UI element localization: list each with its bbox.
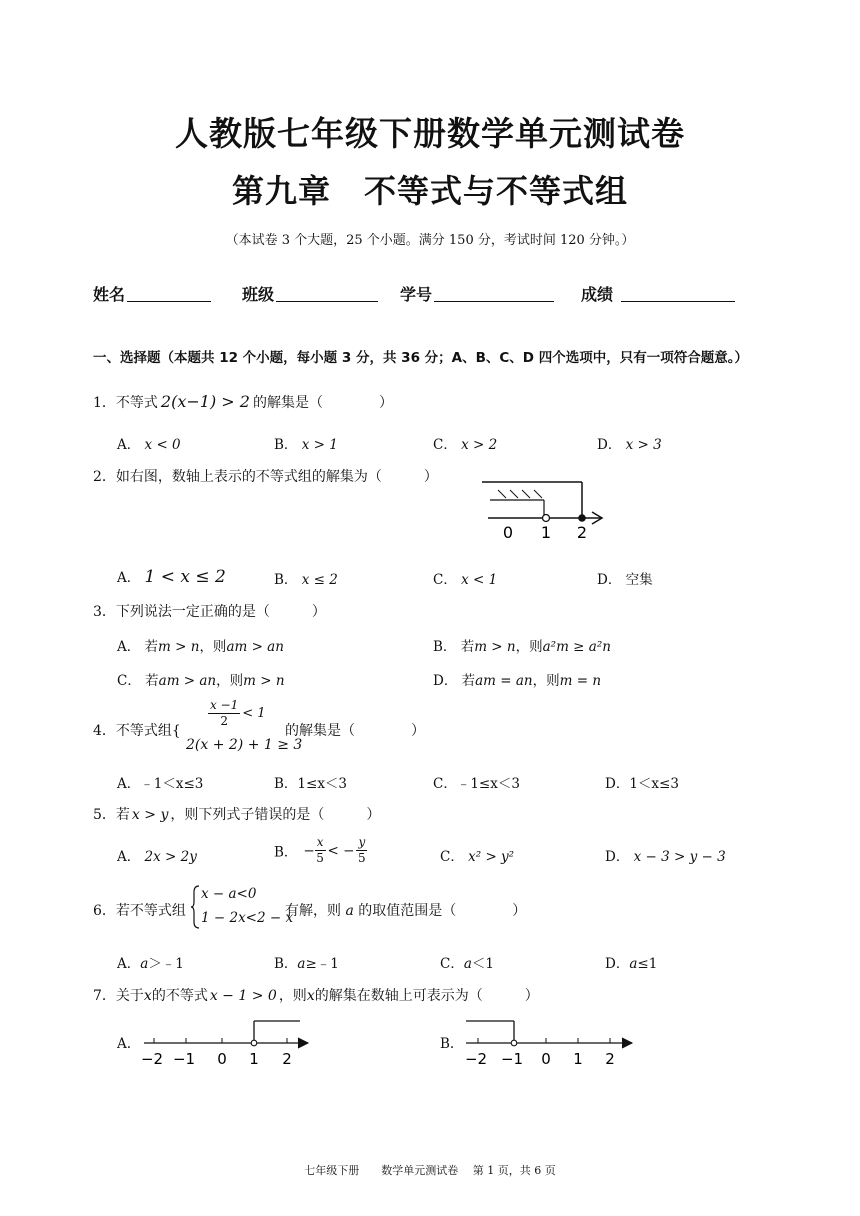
math-expression: x − 1 > 0 xyxy=(209,988,277,1004)
q7-option-b[interactable]: B. xyxy=(440,1036,455,1052)
q4-option-d[interactable]: D．1＜x≤3 xyxy=(605,776,679,792)
axis-label: 1 xyxy=(573,1050,583,1068)
q4-option-c[interactable]: C．﹣1≤x＜3 xyxy=(433,776,520,792)
q5-option-a[interactable]: A． 2x > 2y xyxy=(117,849,197,865)
q3-option-d[interactable]: D． 若am = an，则m = n xyxy=(433,673,602,689)
axis-label: −2 xyxy=(140,1050,164,1068)
closed-point xyxy=(578,514,586,522)
axis-label: 0 xyxy=(541,1050,551,1068)
number-line-figure xyxy=(478,478,608,544)
axis-label: −1 xyxy=(500,1050,524,1068)
q3-option-b[interactable]: B． 若m > n，则a²m ≥ a²n xyxy=(433,639,611,655)
axis-label: −2 xyxy=(464,1050,488,1068)
axis-label: 2 xyxy=(605,1050,615,1068)
question-5: 5．若 x > y ，则下列式子错误的是（ ） xyxy=(93,807,381,823)
section-heading: 一、选择题（本题共 12 个小题，每小题 3 分，共 36 分；A、B、C、D 四个选项中，只有一项符合题意。） xyxy=(93,350,748,366)
question-text: 有解，则 a 的取值范围是（ ） xyxy=(285,903,527,919)
q3-option-a[interactable]: A． 若m > n，则am > an xyxy=(117,639,284,655)
q1-option-d[interactable]: D． x > 3 xyxy=(597,437,662,453)
q4-inequality-1: $\frac{x -1}{2}$ < 1 xyxy=(210,698,266,728)
q4-inequality-2: 2(x + 2) + 1 ≥ 3 xyxy=(186,737,303,753)
question-1 xyxy=(93,392,393,412)
q5-option-b[interactable]: B． − $\frac{x}{5}$ < − $\frac{y}{5}$ xyxy=(274,835,366,865)
math-expression: x > y xyxy=(131,807,169,823)
question-number: 4． xyxy=(93,723,116,739)
q6-option-b[interactable]: B．a≥﹣1 xyxy=(274,956,339,972)
question-text: ，则下列式子错误的是（ ） xyxy=(170,807,381,823)
question-text: 的解集是（ ） xyxy=(252,395,393,411)
q7-option-a[interactable]: A. xyxy=(117,1036,132,1052)
q2-option-d[interactable]: D． 空集 xyxy=(597,572,653,588)
q7-number-line-b xyxy=(460,1016,640,1070)
question-number: 7． xyxy=(93,988,116,1004)
question-number: 1． xyxy=(93,395,116,411)
q4-option-a[interactable]: A．﹣1＜x≤3 xyxy=(117,776,204,792)
question-text: 如右图，数轴上表示的不等式组的解集为（ ） xyxy=(115,469,438,485)
q2-option-c[interactable]: C． x < 1 xyxy=(433,572,498,588)
id-label: 学号 xyxy=(400,285,433,304)
axis-label: −1 xyxy=(172,1050,196,1068)
question-text: 若不等式组 xyxy=(115,903,186,919)
exam-note: （本试卷 3 个大题，25 个小题。满分 150 分，考试时间 120 分钟。） xyxy=(225,233,635,248)
axis-label: 2 xyxy=(576,523,588,542)
student-id-field[interactable] xyxy=(400,282,554,305)
question-text: 的解集是（ ） xyxy=(285,723,425,739)
axis-label: 0 xyxy=(502,523,514,542)
q1-option-a[interactable]: A． x < 0 xyxy=(117,437,181,453)
q4-option-b[interactable]: B．1≤x＜3 xyxy=(274,776,348,792)
class-field[interactable] xyxy=(242,282,378,305)
question-2 xyxy=(93,466,438,486)
q6-option-d[interactable]: D．a≤1 xyxy=(605,956,658,972)
q5-option-d[interactable]: D． x − 3 > y − 3 xyxy=(605,849,726,865)
q7-number-line-a xyxy=(138,1016,318,1070)
question-3 xyxy=(93,601,326,621)
q5-option-c[interactable]: C． x² > y² xyxy=(440,849,515,865)
brace-icon xyxy=(190,884,200,930)
question-7: 7．关于x的不等式 x − 1 > 0 ，则x的解集在数轴上可表示为（ ） xyxy=(93,988,539,1004)
class-label: 班级 xyxy=(242,285,275,304)
q6-option-a[interactable]: A．a＞﹣1 xyxy=(117,956,184,972)
page-footer: 七年级下册 数学单元测试卷 第 1 页，共 6 页 xyxy=(304,1164,556,1177)
q1-option-b[interactable]: B． x > 1 xyxy=(274,437,338,453)
q6-inequality-2: 1 − 2x<2 − x xyxy=(201,910,294,926)
q6-option-c[interactable]: C．a＜1 xyxy=(440,956,494,972)
q2-option-a[interactable]: A． 1 < x ≤ 2 xyxy=(117,567,226,587)
open-point xyxy=(543,515,550,522)
chapter-title: 第九章 不等式与不等式组 xyxy=(231,172,628,210)
question-number: 5． xyxy=(93,807,116,823)
page-title: 人教版七年级下册数学单元测试卷 xyxy=(175,114,685,153)
axis-label: 1 xyxy=(540,523,552,542)
axis-label: 2 xyxy=(282,1050,292,1068)
q3-option-c[interactable]: C． 若am > an，则m > n xyxy=(117,673,285,689)
score-field[interactable] xyxy=(581,282,735,305)
question-number: 3． xyxy=(93,604,116,620)
question-text: 下列说法一定正确的是（ ） xyxy=(115,604,326,620)
score-label: 成绩 xyxy=(581,285,614,304)
q2-option-b[interactable]: B． x ≤ 2 xyxy=(274,572,338,588)
q1-option-c[interactable]: C． x > 2 xyxy=(433,437,498,453)
question-4 xyxy=(93,720,181,740)
question-6 xyxy=(93,900,186,920)
question-number: 6． xyxy=(93,903,116,919)
question-text: 不等式组{ xyxy=(115,723,181,739)
name-label: 姓名 xyxy=(93,285,126,304)
axis-label: 0 xyxy=(217,1050,227,1068)
q6-inequality-1: x − a<0 xyxy=(201,886,257,902)
name-field[interactable] xyxy=(93,282,211,305)
question-text: 不等式 xyxy=(115,395,158,411)
question-number: 2． xyxy=(93,469,116,485)
question-text: 的解集在数轴上可表示为（ ） xyxy=(314,988,539,1004)
axis-label: 1 xyxy=(249,1050,259,1068)
math-expression: 2(x−1) > 2 xyxy=(160,392,250,411)
